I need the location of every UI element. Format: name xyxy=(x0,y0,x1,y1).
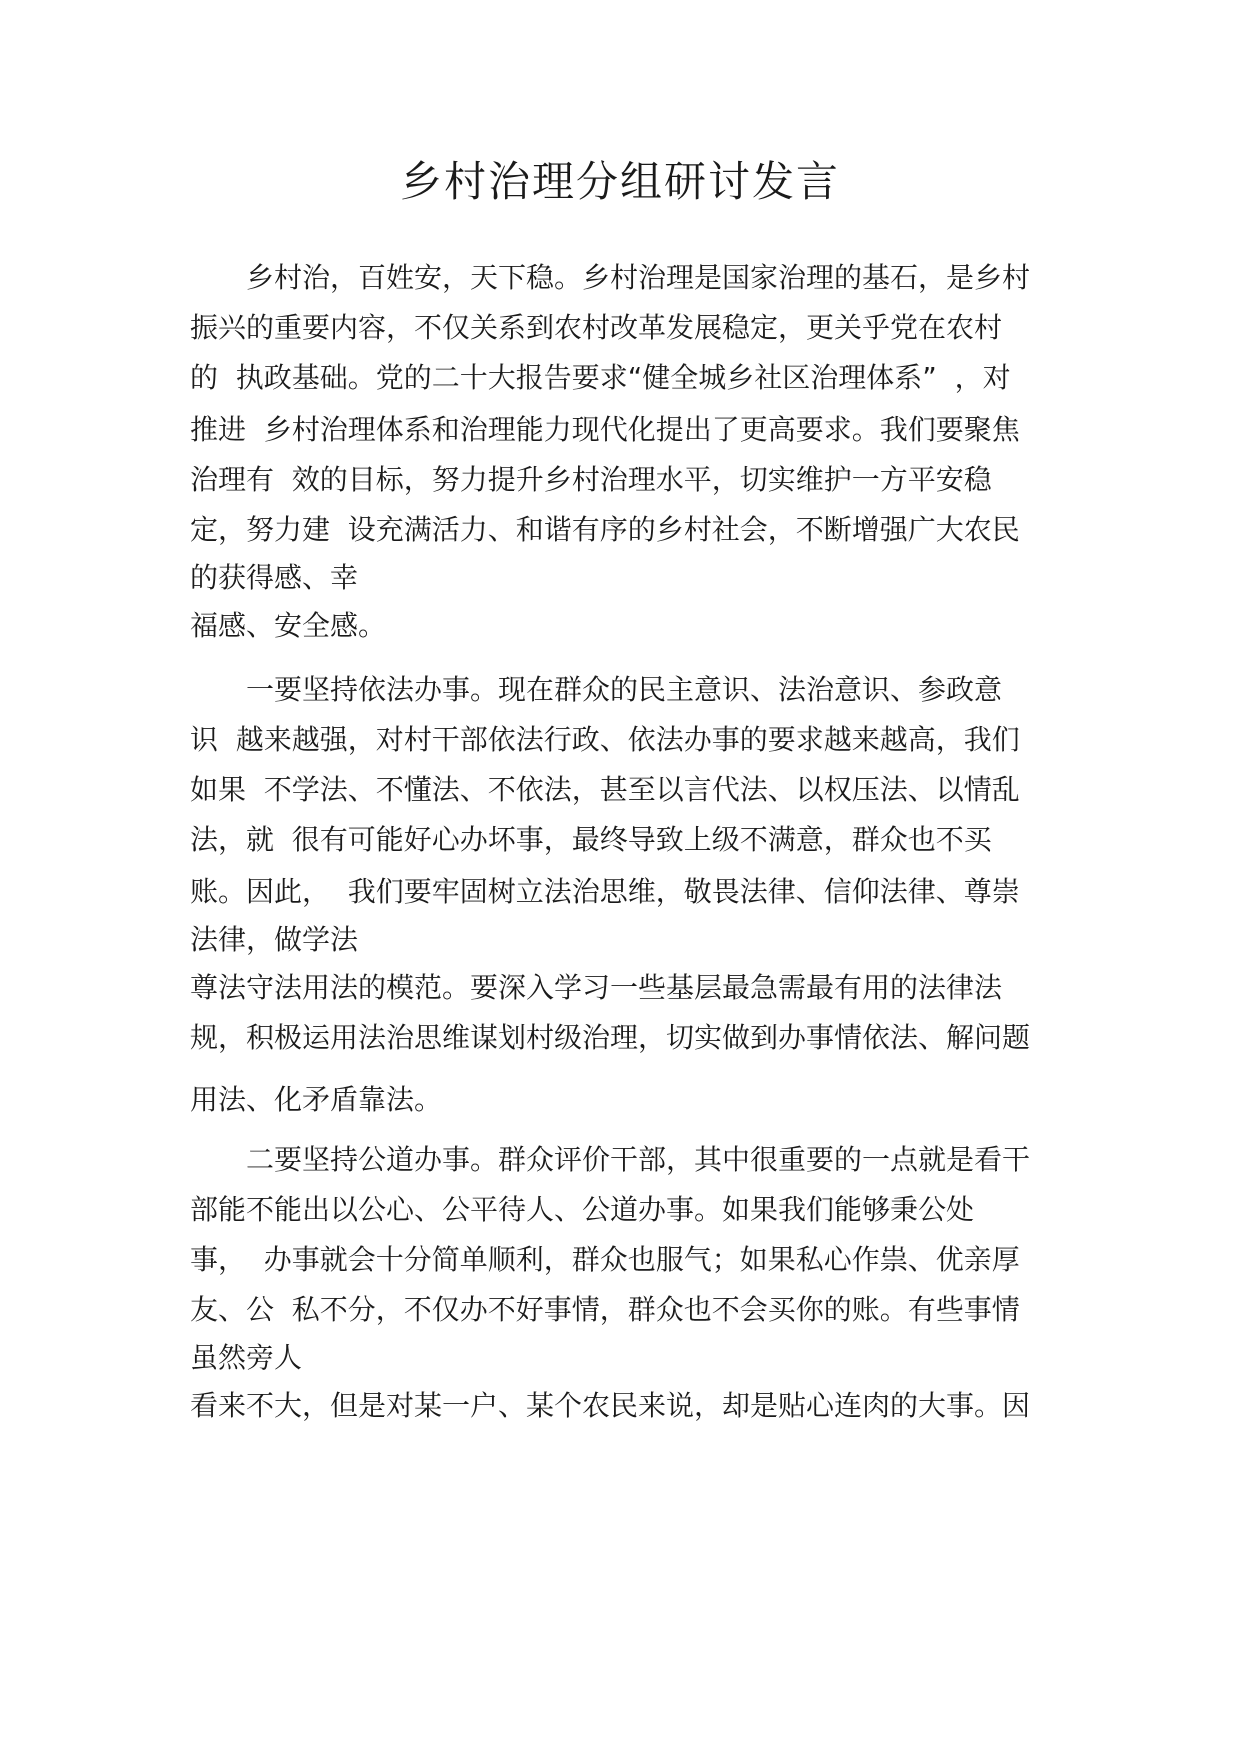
text-line: 事， 办事就会十分简单顺利，群众也服气；如果私心作祟、优亲厚 xyxy=(190,1243,1020,1276)
text-line: 部能不能出以公心、公平待人、公道办事。如果我们能够秉公处 xyxy=(190,1193,975,1226)
text-line: 法，就 很有可能好心办坏事，最终导致上级不满意，群众也不买 xyxy=(190,823,992,856)
text-line: 乡村治，百姓安，天下稳。乡村治理是国家治理的基石，是乡村 xyxy=(246,261,1031,294)
text-line: 定，努力建 设充满活力、和谐有序的乡村社会，不断增强广大农民 xyxy=(190,513,1020,546)
text-line: 虽然旁人 xyxy=(190,1341,303,1374)
document-title: 乡村治理分组研讨发言 xyxy=(399,157,840,206)
text-line: 的 执政基础。党的二十大报告要求“健全城乡社区治理体系” ，对 xyxy=(190,361,1011,394)
text-line: 规，积极运用法治思维谋划村级治理，切实做到办事情依法、解问题 xyxy=(190,1021,1031,1054)
text-line: 一要坚持依法办事。现在群众的民主意识、法治意识、参政意 xyxy=(246,673,1003,706)
text-line: 振兴的重要内容，不仅关系到农村改革发展稳定，更关乎党在农村 xyxy=(190,311,1003,344)
text-line: 法律，做学法 xyxy=(190,923,359,956)
text-line: 尊法守法用法的模范。要深入学习一些基层最急需最有用的法律法 xyxy=(190,971,1003,1004)
text-line: 看来不大，但是对某一户、某个农民来说，却是贴心连肉的大事。因 xyxy=(190,1389,1031,1422)
text-line: 识 越来越强，对村干部依法行政、依法办事的要求越来越高，我们 xyxy=(190,723,1020,756)
text-line: 治理有 效的目标，努力提升乡村治理水平，切实维护一方平安稳 xyxy=(190,463,992,496)
text-line: 的获得感、幸 xyxy=(190,561,359,594)
text-line: 推进 乡村治理体系和治理能力现代化提出了更高要求。我们要聚焦 xyxy=(190,413,1020,446)
text-line: 账。因此， 我们要牢固树立法治思维，敬畏法律、信仰法律、尊崇 xyxy=(190,875,1020,908)
text-line: 如果 不学法、不懂法、不依法，甚至以言代法、以权压法、以情乱 xyxy=(190,773,1020,806)
text-line: 用法、化矛盾靠法。 xyxy=(190,1083,443,1116)
text-line: 友、公 私不分，不仅办不好事情，群众也不会买你的账。有些事情 xyxy=(190,1293,1020,1326)
text-line: 二要坚持公道办事。群众评价干部，其中很重要的一点就是看干 xyxy=(246,1143,1031,1176)
text-line: 福感、安全感。 xyxy=(190,609,387,642)
